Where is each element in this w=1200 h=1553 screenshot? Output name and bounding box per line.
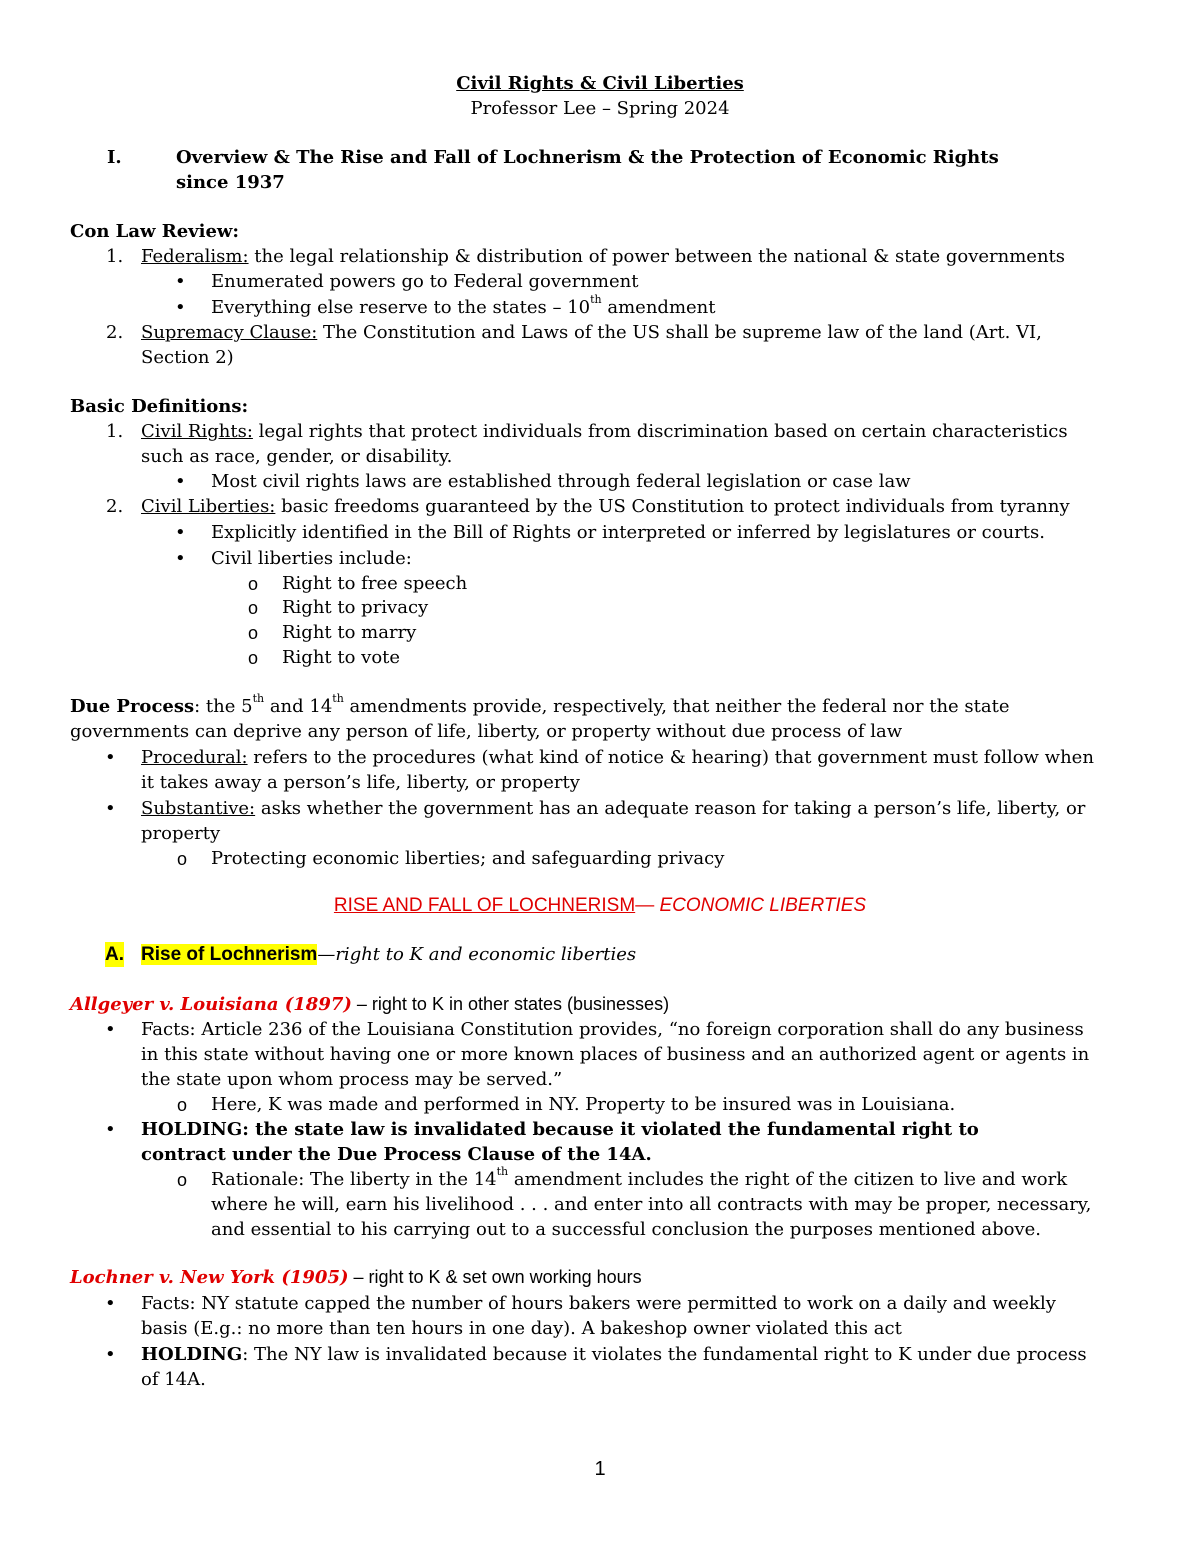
sub-bullet-icon: o xyxy=(248,598,259,618)
civil-liberties-item xyxy=(141,494,1070,519)
due-process-heading: Due Process xyxy=(70,696,195,717)
rationale-line: and essential to his carrying out to a successful conclusion the purposes mentioned above. xyxy=(211,1219,1041,1240)
list-item: Most civil rights laws are established through federal legislation or case law xyxy=(211,471,911,492)
due-process-paragraph xyxy=(70,694,1010,719)
bullet-icon: • xyxy=(105,747,116,768)
definition: refers to the procedures (what kind of notice & hearing) that government must follow when xyxy=(247,747,1094,768)
sub-bullet-icon: o xyxy=(177,1170,188,1190)
definition-cont: property xyxy=(141,823,221,844)
section-heading xyxy=(176,145,999,170)
section-heading-line2: since 1937 xyxy=(176,172,285,193)
facts-line: Facts: Article 236 of the Louisiana Constitution provides, “no foreign corporation shall do any business xyxy=(141,1019,1084,1040)
bullet-icon: • xyxy=(175,522,186,543)
page-number: 1 xyxy=(594,1458,606,1480)
subsection-label: A. xyxy=(105,944,124,965)
section-numeral: I. xyxy=(107,147,122,168)
holding-label: HOLDING xyxy=(141,1344,243,1365)
case-name: Lochner v. New York (1905) xyxy=(70,1267,349,1288)
bullet-icon: • xyxy=(105,1119,116,1140)
federalism-item xyxy=(141,244,1065,269)
superscript: th xyxy=(590,293,602,306)
holding-label: HOLDING xyxy=(141,1119,243,1140)
case-heading-lochner xyxy=(70,1265,642,1290)
facts-line: Facts: NY statute capped the number of hours bakers were permitted to work on a daily and weekly xyxy=(141,1293,1056,1314)
term: Substantive: xyxy=(141,798,256,819)
section-heading-line1: Overview & The Rise and Fall of Lochnerism & the Protection of Economic Rights xyxy=(176,147,999,168)
superscript: th xyxy=(496,1165,509,1178)
sub-list-item: Right to vote xyxy=(282,647,401,668)
rationale-line xyxy=(211,1167,1067,1192)
definition: legal rights that protect individuals from discrimination based on certain characteristics xyxy=(252,421,1068,442)
term: Procedural: xyxy=(141,747,248,768)
sub-list-item: Right to free speech xyxy=(282,573,468,594)
facts-line: in this state without having one or more known places of business and an authorized agent or agents in xyxy=(141,1044,1090,1065)
definition-cont: it takes away a person’s life, liberty, or property xyxy=(141,772,580,793)
case-heading-allgeyer xyxy=(70,992,669,1017)
sub-list-item: Right to privacy xyxy=(282,597,429,618)
definition: the legal relationship & distribution of power between the national & state governments xyxy=(248,246,1066,267)
due-process-cont: governments can deprive any person of life, liberty, or property without due process of law xyxy=(70,721,903,742)
term: Civil Liberties: xyxy=(141,496,276,517)
sub-bullet-icon: o xyxy=(177,1095,188,1115)
holding-line: of 14A. xyxy=(141,1369,206,1390)
supremacy-item xyxy=(141,320,1042,345)
definition: asks whether the government has an adequate reason for taking a person’s life, liberty, or xyxy=(255,798,1086,819)
sub-list-item: Here, K was made and performed in NY. Property to be insured was in Louisiana. xyxy=(211,1094,956,1115)
document-title: Civil Rights & Civil Liberties xyxy=(456,73,744,94)
holding-line xyxy=(141,1117,979,1142)
civil-rights-item xyxy=(141,419,1068,444)
list-item: Explicitly identified in the Bill of Rights or interpreted or inferred by legislatures or courts. xyxy=(211,522,1045,543)
superscript: th xyxy=(252,692,265,705)
list-item xyxy=(211,295,716,320)
sub-bullet-icon: o xyxy=(248,623,259,643)
con-law-heading: Con Law Review: xyxy=(70,221,240,242)
list-item: Civil liberties include: xyxy=(211,548,412,569)
text: amendment includes the right of the citizen to live and work xyxy=(508,1169,1068,1190)
subsection-subtitle: —right to K and economic liberties xyxy=(317,944,637,965)
term: Federalism: xyxy=(141,246,249,267)
text: amendments provide, respectively, that neither the federal nor the state xyxy=(343,696,1010,717)
definition: basic freedoms guaranteed by the US Constitution to protect individuals from tyranny xyxy=(275,496,1070,517)
title-italic: ECONOMIC LIBERTIES xyxy=(659,895,867,916)
text: Everything else reserve to the states – 10 xyxy=(211,297,591,318)
list-number: 2. xyxy=(106,322,124,343)
text: amendment xyxy=(601,297,716,318)
text: Rationale: The liberty in the 14 xyxy=(211,1169,497,1190)
lochnerism-section-title xyxy=(0,893,1200,918)
bullet-icon: • xyxy=(175,548,186,569)
sub-bullet-icon: o xyxy=(248,648,259,668)
term: Supremacy Clause: xyxy=(141,322,318,343)
sub-list-item: Protecting economic liberties; and safeguarding privacy xyxy=(211,848,725,869)
term: Civil Rights: xyxy=(141,421,253,442)
list-number: 1. xyxy=(106,246,124,267)
document-subtitle: Professor Lee – Spring 2024 xyxy=(470,98,730,119)
title-separator: — xyxy=(635,895,660,916)
bullet-icon: • xyxy=(105,1293,116,1314)
bullet-icon: • xyxy=(105,1344,116,1365)
holding-line xyxy=(141,1342,1087,1367)
subsection-title: Rise of Lochnerism xyxy=(141,944,318,965)
procedural-item xyxy=(141,745,1094,770)
holding-line: contract under the Due Process Clause of the 14A. xyxy=(141,1144,652,1165)
definitions-heading: Basic Definitions: xyxy=(70,396,249,417)
list-number: 2. xyxy=(106,496,124,517)
superscript: th xyxy=(332,692,344,705)
holding-text: : the state law is invalidated because it violated the fundamental right to xyxy=(242,1119,979,1140)
bullet-icon: • xyxy=(105,1019,116,1040)
subsection-heading xyxy=(141,942,636,967)
sub-bullet-icon: o xyxy=(248,574,259,594)
facts-line: the state upon whom process may be served.” xyxy=(141,1069,563,1090)
holding-text: : The NY law is invalidated because it violates the fundamental right to K under due process xyxy=(242,1344,1087,1365)
list-item: Enumerated powers go to Federal government xyxy=(211,271,639,292)
definition-cont: Section 2) xyxy=(141,347,234,368)
case-description: – right to K in other states (businesses) xyxy=(351,994,670,1014)
rationale-line: where he will, earn his livelihood . . . and enter into all contracts with may be proper, necessary, xyxy=(211,1194,1092,1215)
title-main: RISE AND FALL OF LOCHNERISM xyxy=(333,895,636,916)
text: and 14 xyxy=(264,696,333,717)
facts-line: basis (E.g.: no more than ten hours in one day). A bakeshop owner violated this act xyxy=(141,1318,902,1339)
case-name: Allgeyer v. Louisiana (1897) xyxy=(70,994,352,1015)
bullet-icon: • xyxy=(175,297,186,318)
substantive-item xyxy=(141,796,1085,821)
text: : the 5 xyxy=(194,696,253,717)
bullet-icon: • xyxy=(175,271,186,292)
list-number: 1. xyxy=(106,421,124,442)
case-description: – right to K & set own working hours xyxy=(348,1267,642,1287)
bullet-icon: • xyxy=(175,471,186,492)
definition-cont: such as race, gender, or disability. xyxy=(141,446,453,467)
sub-bullet-icon: o xyxy=(177,849,188,869)
sub-list-item: Right to marry xyxy=(282,622,417,643)
definition: The Constitution and Laws of the US shall be supreme law of the land (Art. VI, xyxy=(317,322,1042,343)
bullet-icon: • xyxy=(105,798,116,819)
